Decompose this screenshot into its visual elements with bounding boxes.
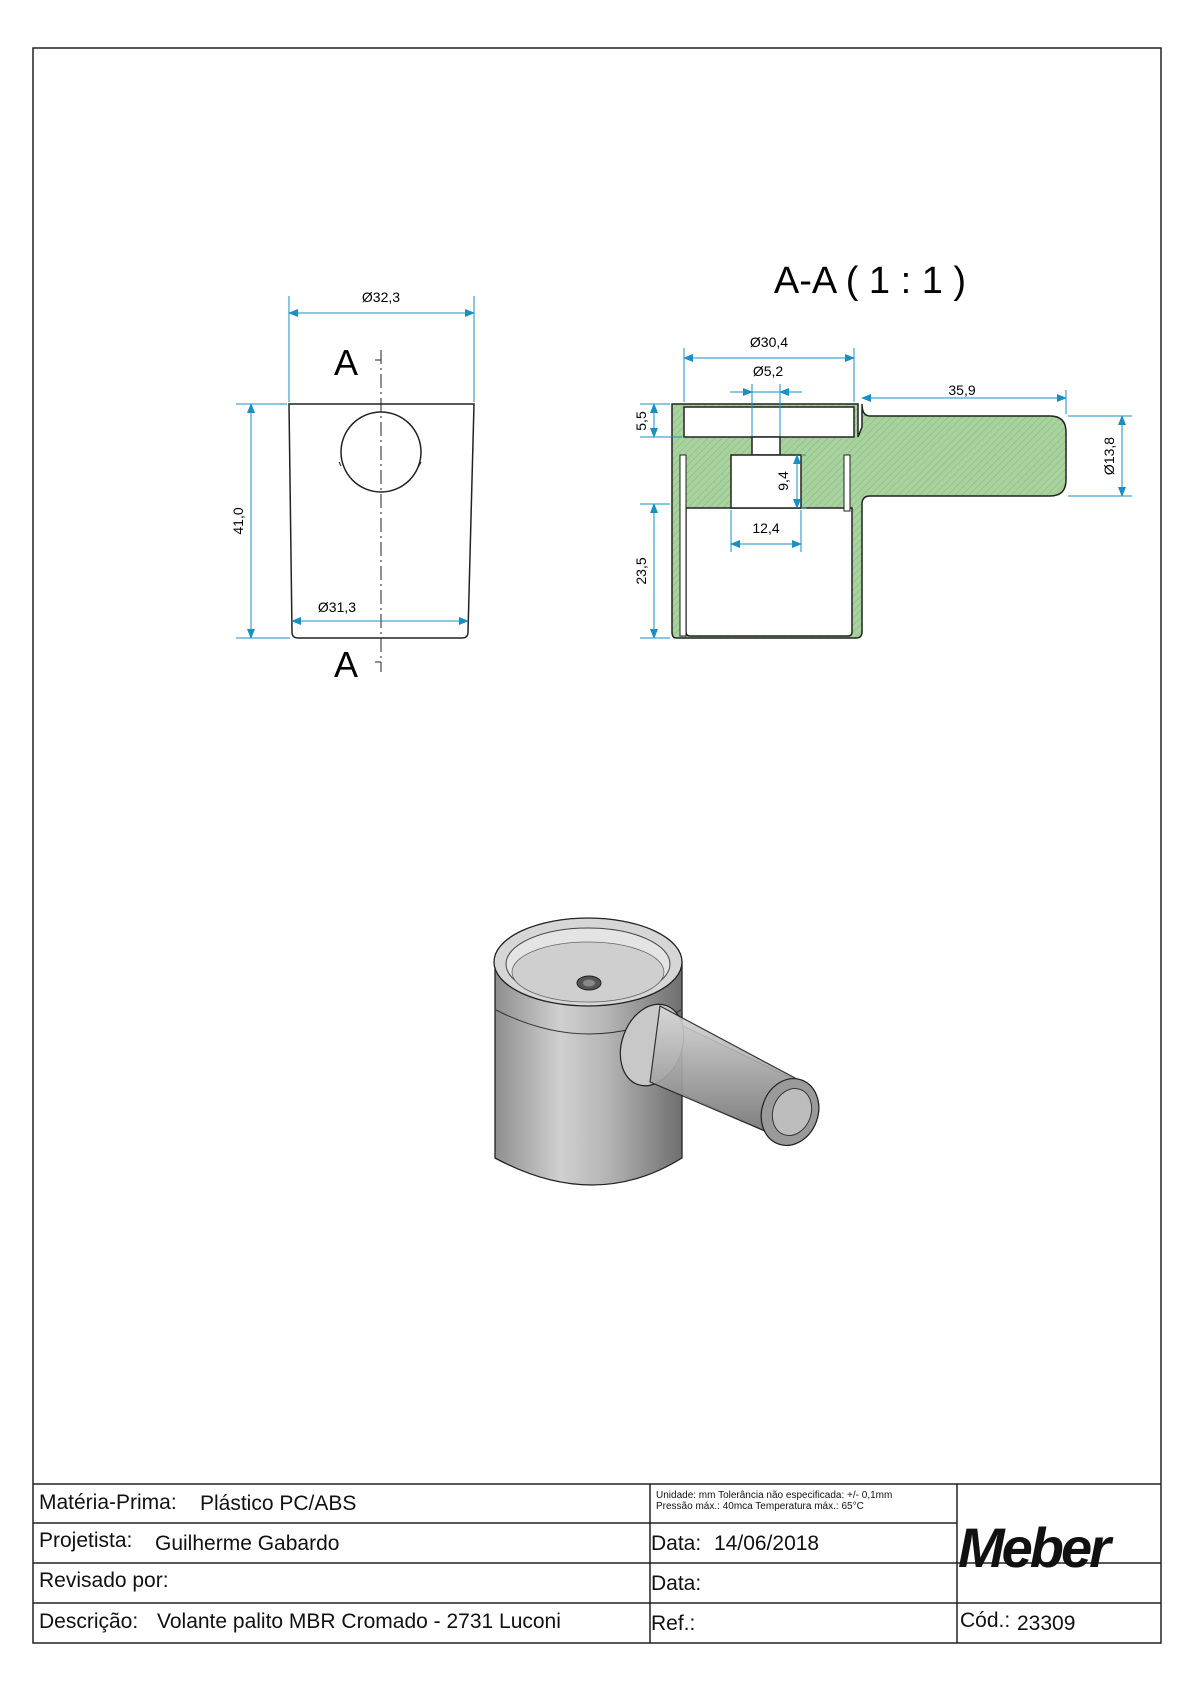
sheet-border: [33, 48, 1161, 1643]
dim-bottom-diameter: Ø31,3: [317, 599, 357, 615]
notes-line-1: Unidade: mm Tolerância não especificada: +/- 0,1mm: [656, 1490, 893, 1501]
central-hole: [752, 437, 780, 455]
date-value: 14/06/2018: [714, 1532, 820, 1555]
code-value: 23309: [1017, 1612, 1076, 1635]
material-value: Plástico PC/ABS: [200, 1492, 357, 1515]
designer-label: Projetista:: [39, 1529, 133, 1552]
front-view: [230, 289, 474, 685]
dim-top-depth: 5,5: [633, 411, 649, 431]
date-label: Data:: [651, 1532, 702, 1555]
dim-outer-diameter: Ø30,4: [749, 334, 789, 350]
dim-bore-width: 12,4: [752, 520, 780, 536]
section-marker-top: A: [333, 342, 359, 383]
meber-logo: Meber: [958, 1516, 1108, 1579]
dim-top-diameter: Ø32,3: [361, 289, 401, 305]
section-marker-bottom: A: [333, 644, 359, 685]
dim-arm-length: 35,9: [948, 382, 976, 398]
top-recess: [684, 407, 854, 437]
isometric-view: [494, 918, 828, 1185]
description-value: Volante palito MBR Cromado - 2731 Luconi: [157, 1610, 561, 1633]
ref-label: Ref.:: [651, 1612, 696, 1635]
code-label: Cód.:: [960, 1609, 1011, 1632]
dim-hole-diameter: Ø5,2: [752, 363, 784, 379]
material-label: Matéria-Prima:: [39, 1491, 177, 1514]
dim-height: 41,0: [230, 507, 246, 535]
date2-label: Data:: [651, 1572, 702, 1595]
section-view: [633, 260, 1132, 638]
dim-skirt-height: 23,5: [633, 557, 649, 585]
reviewed-label: Revisado por:: [39, 1569, 169, 1592]
description-label: Descrição:: [39, 1610, 139, 1633]
section-title: A-A ( 1 : 1 ): [773, 260, 967, 302]
notes-line-2: Pressão máx.: 40mca Temperatura máx.: 65°C: [656, 1501, 864, 1512]
dim-arm-diameter: Ø13,8: [1101, 436, 1117, 476]
dim-inner-depth: 9,4: [775, 471, 791, 491]
designer-value: Guilherme Gabardo: [155, 1532, 340, 1555]
